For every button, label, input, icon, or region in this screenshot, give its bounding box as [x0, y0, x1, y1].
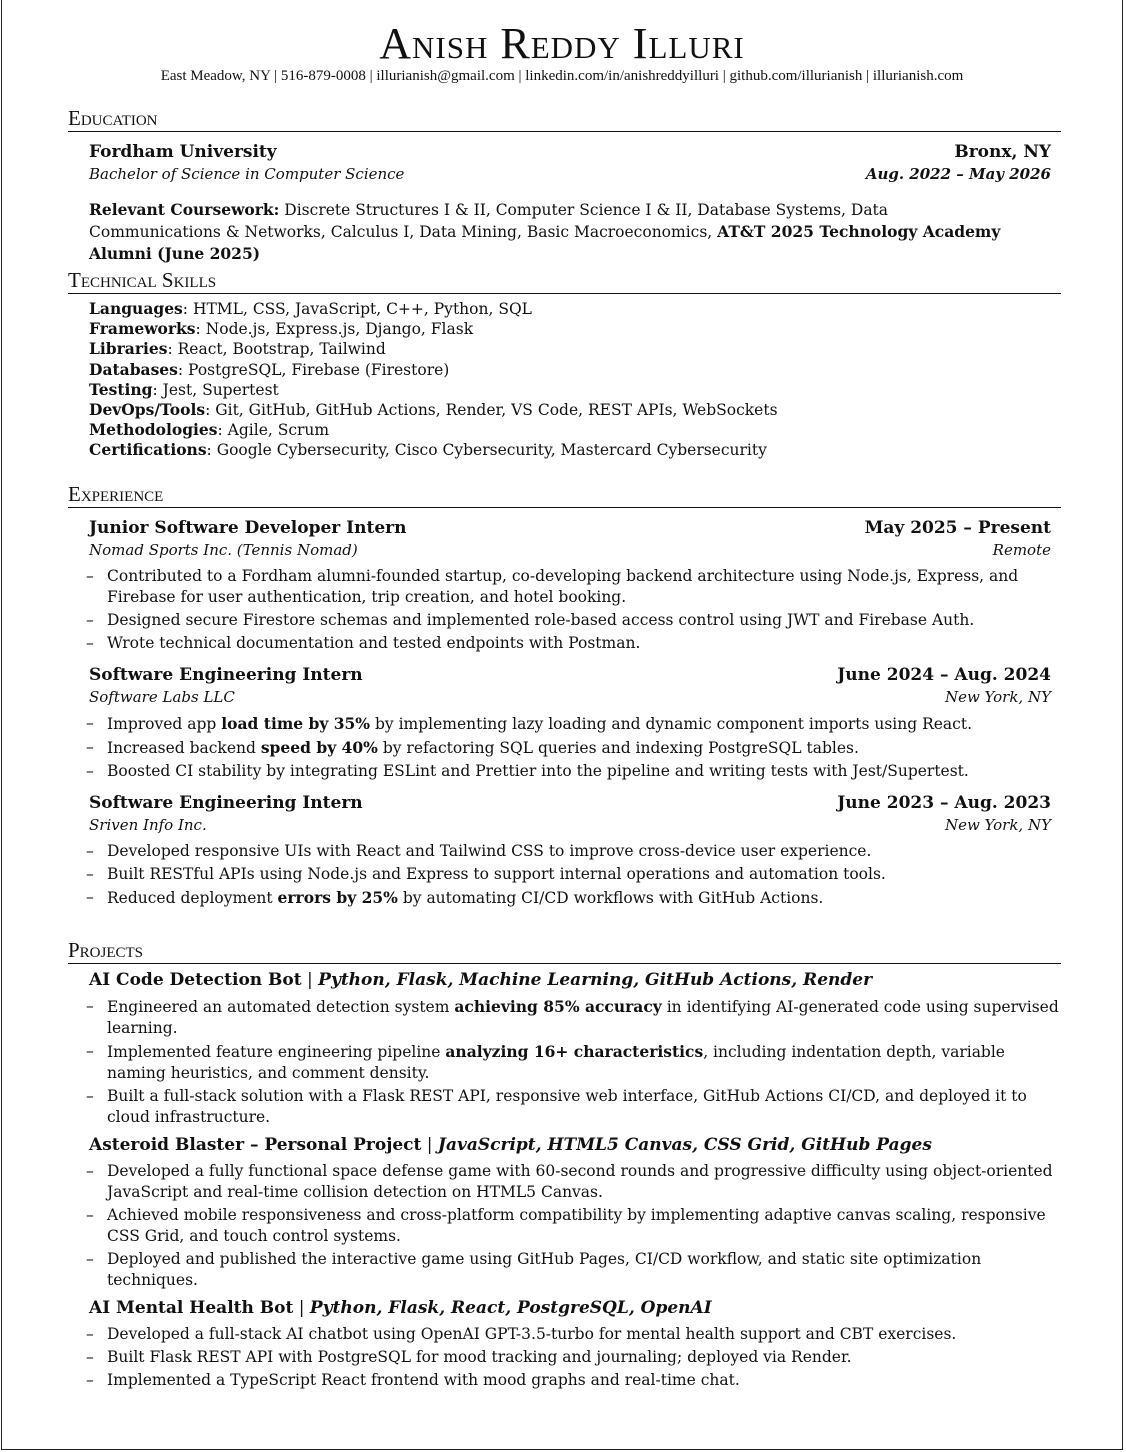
job-entry [89, 664, 1051, 708]
skill-value: : Jest, Supertest [152, 380, 279, 399]
job-location: Remote [992, 541, 1051, 559]
job-dates: June 2023 – Aug. 2023 [837, 793, 1051, 813]
skill-row [89, 400, 1061, 420]
list-item: – Developed a fully functional space defense game with 60-second rounds and progressive difficulty using object-oriented JavaScript and real-time collision detection on HTML5 Canvas. [86, 1161, 1061, 1203]
job-bullets [68, 841, 1061, 909]
coursework-highlight: AT&T 2025 Technology Academy Alumni (June 2025) [89, 222, 1001, 263]
project-bullets [68, 1324, 1061, 1391]
job-role: Software Engineering Intern [89, 793, 363, 813]
job-dates: May 2025 – Present [864, 518, 1051, 538]
skill-label: DevOps/Tools [89, 400, 206, 420]
job-role: Software Engineering Intern [89, 665, 363, 685]
list-item: – Built Flask REST API with PostgreSQL for mood tracking and journaling; deployed via Render. [86, 1347, 1061, 1368]
skills-list [89, 299, 1061, 461]
list-item: – Wrote technical documentation and tested endpoints with Postman. [86, 633, 1061, 654]
skill-row [89, 440, 1061, 460]
job-entry [89, 792, 1051, 836]
job-bullets [68, 713, 1061, 782]
projects-section [68, 938, 1061, 1393]
job-bullets [68, 566, 1061, 654]
education-entry [89, 141, 1051, 185]
skill-value: : PostgreSQL, Firebase (Firestore) [177, 360, 450, 379]
list-item: – Improved app load time by 35% by implementing lazy loading and dynamic component imports using React. [86, 713, 1061, 735]
skill-label: Frameworks [89, 319, 196, 339]
project-title: Asteroid Blaster – Personal Project | JavaScript, HTML5 Canvas, CSS Grid, GitHub Pages [89, 1135, 932, 1155]
list-item: – Contributed to a Fordham alumni-founded startup, co-developing backend architecture using Node.js, Express, and Firebase for user authentication, trip creation, and hotel booking. [86, 566, 1061, 608]
project-name: AI Mental Health Bot [89, 1298, 294, 1318]
job-dates: June 2024 – Aug. 2024 [837, 665, 1051, 685]
skills-section [68, 268, 1061, 461]
coursework-label: Relevant Coursework: [89, 200, 280, 219]
job-location: New York, NY [944, 688, 1051, 706]
skill-label: Certifications [89, 440, 207, 460]
list-item: – Boosted CI stability by integrating ESLint and Prettier into the pipeline and writing tests with Jest/Supertest. [86, 761, 1061, 782]
skill-value: : Google Cybersecurity, Cisco Cybersecurity, Mastercard Cybersecurity [206, 441, 767, 460]
job-company: Software Labs LLC [89, 688, 235, 706]
school-location: Bronx, NY [954, 142, 1051, 162]
skill-label: Libraries [89, 339, 168, 359]
skill-row [89, 380, 1061, 400]
job-company: Nomad Sports Inc. (Tennis Nomad) [89, 541, 358, 559]
experience-section [68, 482, 1061, 911]
degree: Bachelor of Science in Computer Science [89, 165, 405, 183]
skill-value: : Agile, Scrum [217, 421, 330, 440]
skill-label: Testing [89, 379, 153, 399]
skill-row [89, 360, 1061, 380]
section-title-experience: Experience [68, 482, 1061, 508]
list-item: – Designed secure Firestore schemas and implemented role-based access control using JWT and Firebase Auth. [86, 610, 1061, 631]
skill-row [89, 299, 1061, 319]
section-title-skills: Technical Skills [68, 268, 1061, 294]
project-title: AI Code Detection Bot | Python, Flask, Machine Learning, GitHub Actions, Render [89, 970, 873, 990]
contact-line: East Meadow, NY | 516-879-0008 | illurianish@gmail.com | linkedin.com/in/anishreddyilluri | github.com/illurianish | illurianish.com [160, 68, 964, 84]
education-section [68, 106, 1061, 265]
project-bullets [68, 1161, 1061, 1291]
list-item: – Increased backend speed by 40% by refactoring SQL queries and indexing PostgreSQL tables. [86, 737, 1061, 759]
skill-value: : Git, GitHub, GitHub Actions, Render, VS Code, REST APIs, WebSockets [205, 401, 778, 420]
job-company: Sriven Info Inc. [89, 816, 207, 834]
coursework [89, 199, 1011, 265]
list-item: – Developed a full-stack AI chatbot using OpenAI GPT-3.5-turbo for mental health support and CBT exercises. [86, 1324, 1061, 1345]
job-entry [89, 517, 1051, 561]
section-title-education: Education [68, 106, 1061, 132]
school-name: Fordham University [89, 142, 277, 162]
list-item: – Achieved mobile responsiveness and cross-platform compatibility by implementing adaptive canvas scaling, responsive CSS Grid, and touch control systems. [86, 1205, 1061, 1247]
candidate-name: Anish Reddy Illuri [379, 19, 745, 68]
job-location: New York, NY [944, 816, 1051, 834]
section-title-projects: Projects [68, 938, 1061, 964]
project-name: Asteroid Blaster – Personal Project [89, 1135, 422, 1155]
list-item: – Implemented a TypeScript React frontend with mood graphs and real-time chat. [86, 1370, 1061, 1391]
skill-row [89, 319, 1061, 339]
skill-value: : Node.js, Express.js, Django, Flask [195, 320, 474, 339]
skill-row [89, 339, 1061, 359]
list-item: – Deployed and published the interactive game using GitHub Pages, CI/CD workflow, and static site optimization techniques. [86, 1249, 1061, 1291]
list-item: – Developed responsive UIs with React and Tailwind CSS to improve cross-device user experience. [86, 841, 1061, 862]
skill-label: Databases [89, 359, 178, 379]
project-tech: JavaScript, HTML5 Canvas, CSS Grid, GitHub Pages [437, 1135, 932, 1155]
list-item: – Implemented feature engineering pipeline analyzing 16+ characteristics, including indentation depth, variable naming heuristics, and comment density. [86, 1041, 1061, 1084]
list-item: – Built RESTful APIs using Node.js and Express to support internal operations and automation tools. [86, 864, 1061, 885]
project-name: AI Code Detection Bot [89, 970, 302, 990]
resume-page [1, 0, 1123, 1450]
skill-value: : HTML, CSS, JavaScript, C++, Python, SQL [182, 300, 532, 318]
project-title: AI Mental Health Bot | Python, Flask, React, PostgreSQL, OpenAI [89, 1298, 712, 1318]
skill-label: Languages [89, 299, 183, 318]
project-tech: Python, Flask, React, PostgreSQL, OpenAI [309, 1298, 712, 1318]
list-item: – Reduced deployment errors by 25% by automating CI/CD workflows with GitHub Actions. [86, 887, 1061, 909]
project-tech: Python, Flask, Machine Learning, GitHub Actions, Render [318, 970, 873, 990]
coursework-text: Discrete Structures I & II, Computer Science I & II, Database Systems, Data Communications & Networks, Calculus I, Data Mining, Basic Macroeconomics, [89, 201, 889, 241]
skill-row [89, 420, 1061, 440]
list-item: – Engineered an automated detection system achieving 85% accuracy in identifying AI-generated code using supervised learning. [86, 996, 1061, 1039]
education-dates: Aug. 2022 – May 2026 [865, 165, 1051, 183]
skill-value: : React, Bootstrap, Tailwind [167, 340, 386, 359]
job-role: Junior Software Developer Intern [89, 518, 407, 538]
list-item: – Built a full-stack solution with a Flask REST API, responsive web interface, GitHub Actions CI/CD, and deployed it to cloud infrastructure. [86, 1086, 1061, 1128]
project-bullets [68, 996, 1061, 1128]
skill-label: Methodologies [89, 420, 218, 440]
